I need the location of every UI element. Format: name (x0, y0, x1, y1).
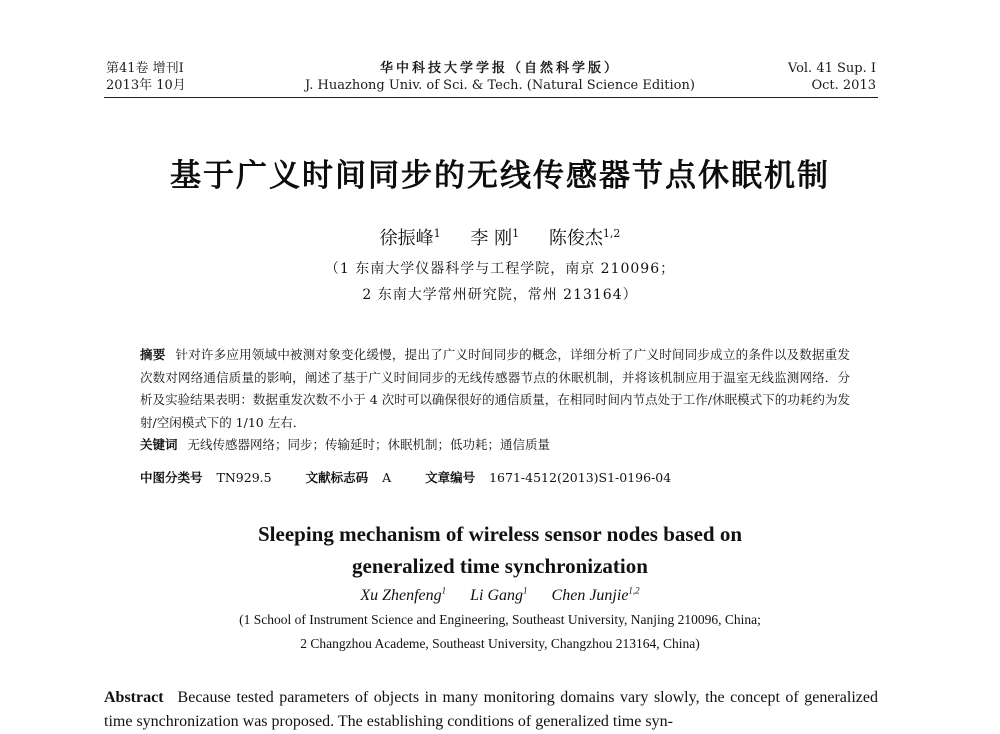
date-en: Oct. 2013 (811, 78, 876, 93)
author-en: Li Gang$^1$ (470, 586, 528, 605)
keywords-label-cn: 关键词 (140, 437, 178, 452)
article-no-value: 1671-4512(2013)S1-0196-04 (489, 470, 672, 485)
abstract-label-en: Abstract (104, 689, 164, 706)
doc-code-value: A (382, 470, 392, 485)
abstract-text-cn: 针对许多应用领域中被测对象变化缓慢，提出了广义时间同步的概念，详细分析了广义时间同步成立的条件以及数据重发次数对网络通信质量的影响，阐述了基于广义时间同步的无线传感器节点的休眠机制，并将该机制应用于温室无线监测网络．分析及实验结果表明：数据重发次数不小于 4 次时可以确保很好的通信质量，在相同时间内节点处于工作/休眠模式下的功耗约为发射/空闲模式下的 1/10 左右． (140, 347, 850, 430)
author-cn: 徐振峰$^1$ (379, 227, 441, 249)
affiliation-cn: 2 东南大学常州研究院，常州 213164） (362, 287, 638, 303)
volume-issue: 第41卷 增刊Ⅰ (106, 61, 184, 76)
affiliation-en: 2 Changzhou Academe, Southeast University, Changzhou 213164, China) (300, 636, 700, 651)
author-list-en (0, 586, 1000, 605)
journal-volume-info-en (788, 60, 876, 94)
article-no-label: 文章编号 (425, 470, 476, 485)
author-list-cn (0, 224, 1000, 250)
header-rule (104, 97, 878, 98)
paper-title-en-line1: Sleeping mechanism of wireless sensor nodes based on (257, 522, 742, 546)
author-cn: 陈俊杰$^{1,2}$ (548, 227, 621, 249)
journal-name-en: J. Huazhong Univ. of Sci. & Tech. (Natural Science Edition) (305, 78, 695, 93)
abstract-label-cn: 摘要 (140, 347, 166, 362)
journal-name-cn: 华中科技大学学报（自然科学版） (379, 61, 620, 76)
affiliation-cn: （1 东南大学仪器科学与工程学院，南京 210096； (324, 261, 676, 277)
affiliation-en: (1 School of Instrument Science and Engineering, Southeast University, Nanjing 210096, China; (239, 612, 761, 627)
abstract-cn (140, 344, 850, 457)
paper-title-en-line2: generalized time synchronization (352, 554, 648, 578)
abstract-text-en: Because tested parameters of objects in many monitoring domains vary slowly, the concept of generalized time synchronization was proposed. The establishing conditions of generalized time syn- (104, 689, 878, 730)
paper-title-cn: 基于广义时间同步的无线传感器节点休眠机制 (170, 158, 830, 194)
author-en: Xu Zhenfeng$^1$ (360, 586, 447, 605)
clc-value: TN929.5 (216, 470, 272, 485)
classification-line (140, 468, 671, 486)
author-en: Chen Junjie$^{1,2}$ (551, 586, 640, 605)
keywords-text-cn: 无线传感器网络；同步；传输延时；休眠机制；低功耗；通信质量 (187, 437, 551, 452)
doc-code-label: 文献标志码 (305, 470, 369, 485)
author-cn: 李 刚$^1$ (470, 227, 520, 249)
volume-issue-en: Vol. 41 Sup. Ⅰ (787, 61, 876, 76)
clc-label: 中图分类号 (140, 470, 203, 485)
year-month: 2013年 10月 (106, 78, 186, 93)
